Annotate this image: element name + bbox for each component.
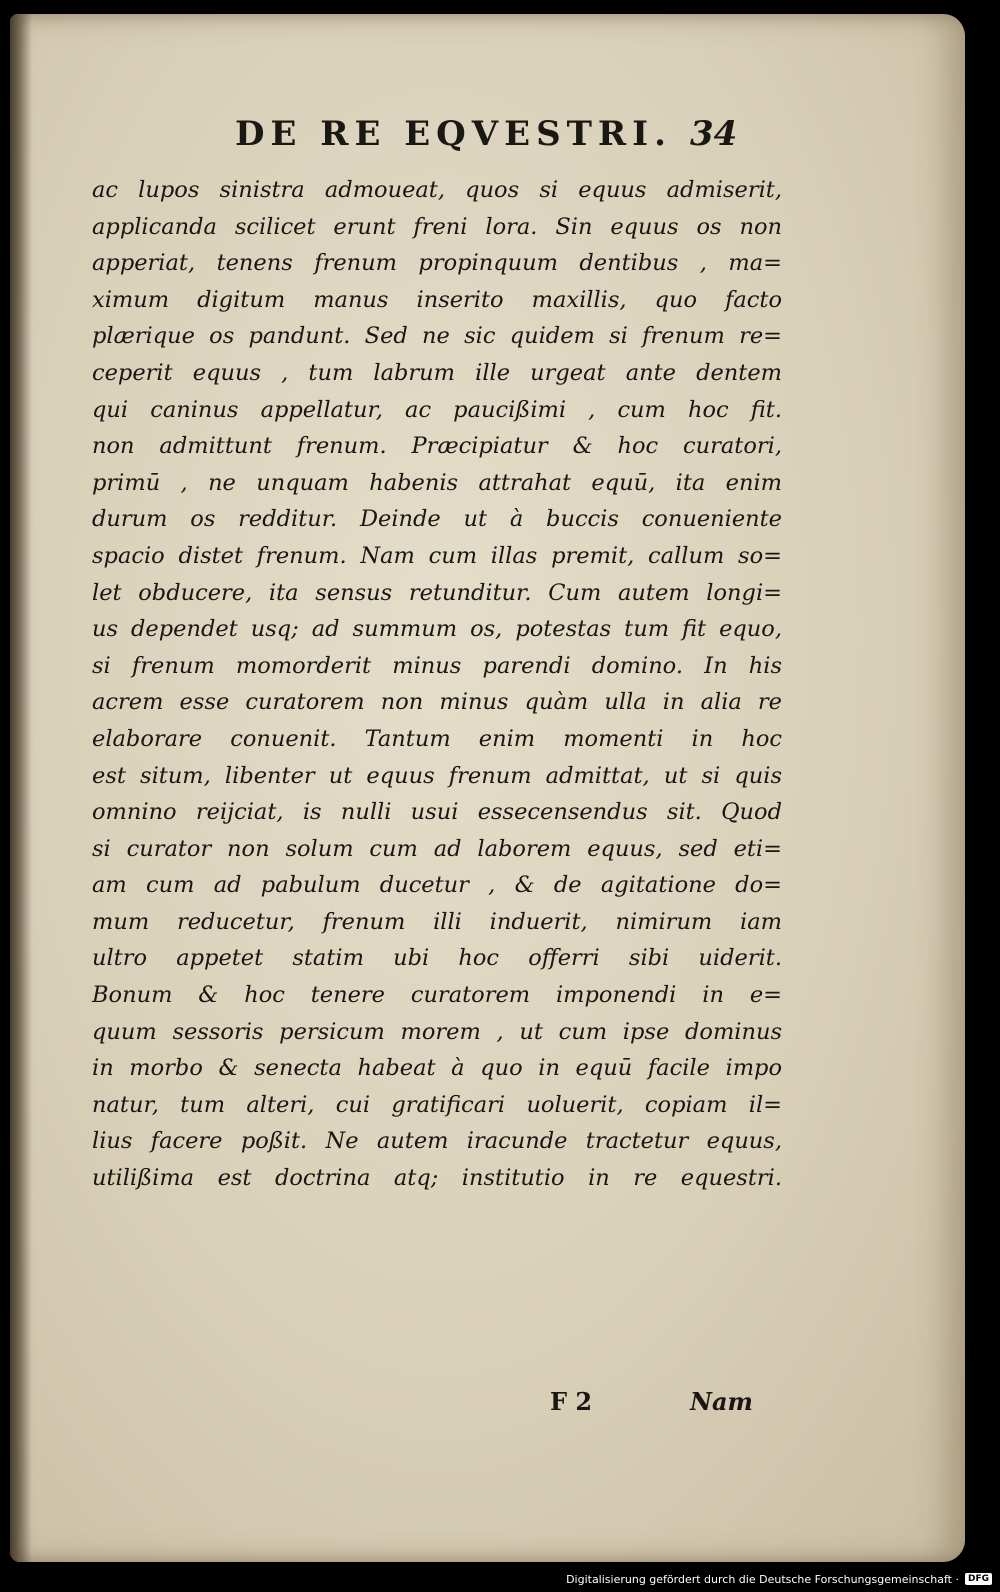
text-line: utilißima est doctrina atq; institutio in re equestri. bbox=[92, 1165, 782, 1192]
book-page bbox=[10, 14, 965, 1562]
text-line: am cum ad pabulum ducetur , & de agitatione do= bbox=[92, 872, 782, 899]
text-line: ceperit equus , tum labrum ille urgeat ante dentem bbox=[92, 359, 782, 386]
running-head bbox=[10, 104, 965, 164]
text-line: applicanda scilicet erunt freni lora. Sin equus os non bbox=[92, 213, 782, 240]
text-line: spacio distet frenum. Nam cum illas premit, callum so= bbox=[92, 542, 782, 569]
text-line: primū , ne unquam habenis attrahat equū, ita enim bbox=[92, 469, 782, 496]
digitization-credit bbox=[566, 1568, 992, 1590]
text-line: ac lupos sinistra admoueat, quos si equus admiserit, bbox=[92, 177, 782, 203]
text-line: elaborare conuenit. Tantum enim momenti in hoc bbox=[92, 725, 782, 752]
text-line: qui caninus appellatur, ac paucißimi , cum hoc fit. bbox=[92, 396, 782, 423]
text-line: mum reducetur, frenum illi induerit, nimirum iam bbox=[92, 908, 782, 935]
text-line: apperiat, tenens frenum propinquum dentibus , ma= bbox=[92, 250, 782, 277]
text-line: acrem esse curatorem non minus quàm ulla in alia re bbox=[92, 689, 782, 716]
text-line: ximum digitum manus inserito maxillis, quo facto bbox=[92, 286, 782, 313]
text-line: non admittunt frenum. Præcipiatur & hoc curatori, bbox=[92, 433, 782, 460]
text-line: Bonum & hoc tenere curatorem imponendi in e= bbox=[92, 982, 782, 1009]
text-line: ultro appetet statim ubi hoc offerri sibi uiderit. bbox=[92, 945, 782, 972]
text-line: plærique os pandunt. Sed ne sic quidem si frenum re= bbox=[92, 323, 782, 350]
digitization-credit-text: Digitalisierung gefördert durch die Deutsche Forschungsgemeinschaft · bbox=[566, 1572, 959, 1586]
catchword: Nam bbox=[690, 1387, 753, 1416]
page-footer bbox=[10, 1382, 965, 1422]
text-line: lius facere poßit. Ne autem iracunde tractetur equus, bbox=[92, 1128, 782, 1155]
page-number: 34 bbox=[690, 114, 738, 154]
body-text bbox=[92, 172, 782, 1197]
text-line: est situm, libenter ut equus frenum admittat, ut si quis bbox=[92, 762, 782, 789]
text-line: si curator non solum cum ad laborem equus, sed eti= bbox=[92, 835, 782, 862]
signature-mark: F 2 bbox=[550, 1387, 593, 1416]
text-line: si frenum momorderit minus parendi domino. In his bbox=[92, 652, 782, 679]
text-line: in morbo & senecta habeat à quo in equū facile impo bbox=[92, 1055, 782, 1082]
running-head-title: DE RE EQVESTRI. bbox=[235, 114, 672, 154]
text-line: durum os redditur. Deinde ut à buccis conueniente bbox=[92, 506, 782, 533]
page-gutter-shadow bbox=[10, 14, 32, 1562]
text-line: natur, tum alteri, cui gratificari uoluerit, copiam il= bbox=[92, 1091, 782, 1118]
text-line: let obducere, ita sensus retunditur. Cum autem longi= bbox=[92, 579, 782, 606]
text-line: quum sessoris persicum morem , ut cum ipse dominus bbox=[92, 1018, 782, 1045]
text-line: us dependet usq; ad summum os, potestas tum fit equo, bbox=[92, 616, 782, 643]
text-line: omnino reijciat, is nulli usui essecensendus sit. Quod bbox=[92, 799, 782, 826]
dfg-logo-icon: DFG bbox=[965, 1573, 992, 1585]
